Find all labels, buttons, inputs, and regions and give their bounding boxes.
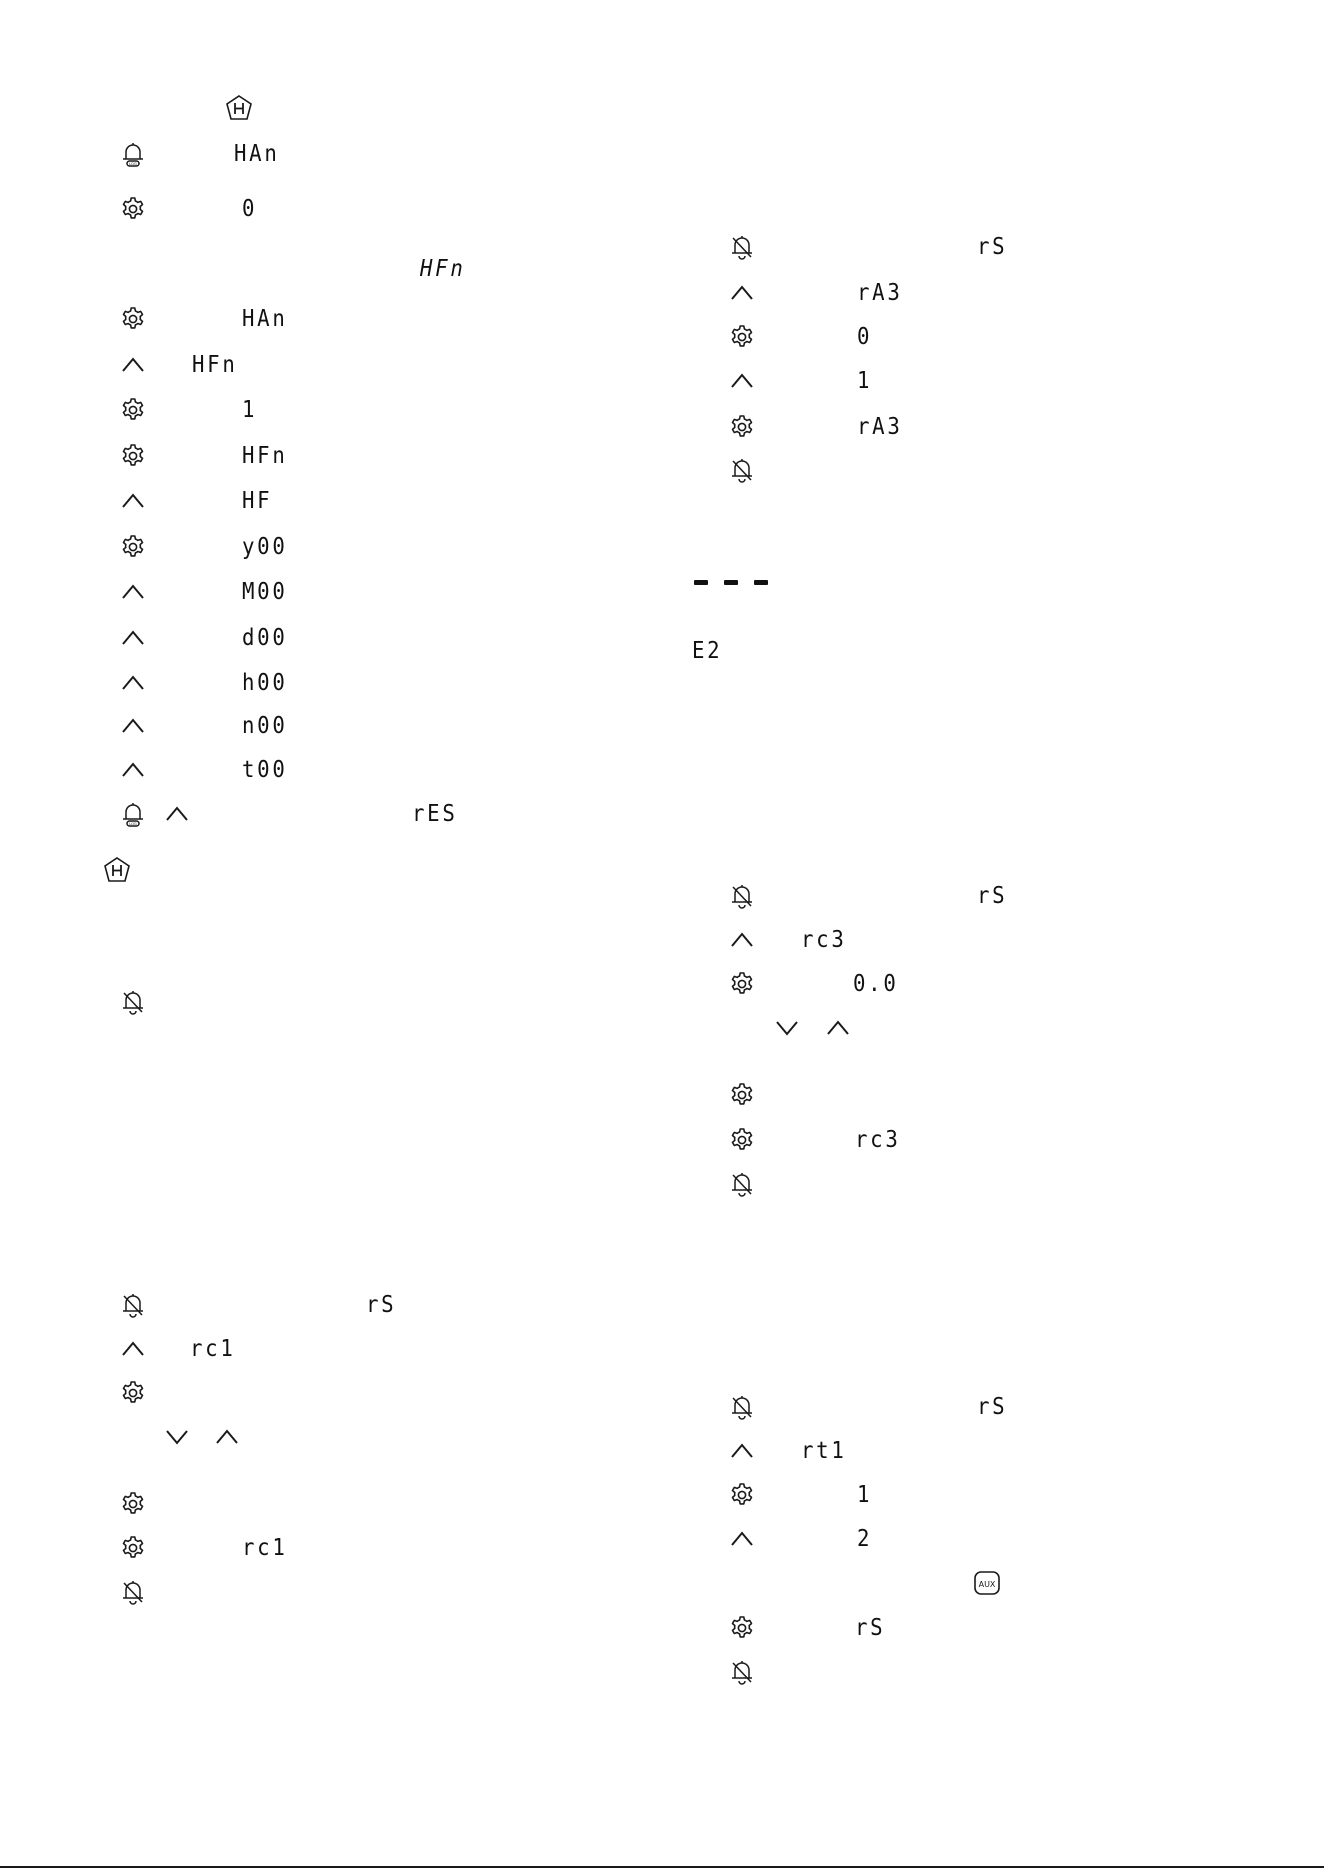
step-row (118, 577, 418, 611)
step-row (118, 194, 418, 228)
step-row (118, 623, 418, 657)
step-row (727, 1125, 1047, 1159)
display-readout: y00 (242, 534, 288, 560)
display-readout: HFn (192, 352, 238, 378)
display-readout: 0.0 (853, 971, 899, 997)
step-row (118, 350, 418, 384)
gear-icon (118, 1378, 148, 1408)
display-readout: rS (855, 1615, 886, 1641)
display-readout: rS (977, 234, 1008, 260)
chevron-up-icon (118, 711, 148, 741)
step-row (160, 1422, 360, 1456)
chevron-up-icon (118, 350, 148, 380)
display-readout: rt1 (801, 1438, 847, 1464)
alarm-bell-log-icon (118, 139, 148, 169)
step-row (118, 304, 418, 338)
step-row (727, 1480, 1047, 1514)
step-row (727, 322, 1047, 356)
chevron-up-icon (727, 925, 757, 955)
gear-icon (118, 304, 148, 334)
alarm-mute-icon (727, 232, 757, 262)
step-row (727, 1524, 1047, 1558)
display-readout: HAn (242, 306, 288, 332)
step-row (118, 486, 418, 520)
step-row (118, 668, 418, 702)
gear-icon (727, 1480, 757, 1510)
section-heading-readout: HFn (420, 256, 466, 282)
display-readout: 2 (857, 1526, 873, 1552)
chevron-up-icon (212, 1422, 242, 1452)
chevron-up-icon (118, 623, 148, 653)
step-row (727, 1436, 1047, 1470)
step-row (118, 1489, 418, 1523)
display-readout: rES (412, 801, 458, 827)
error-code-readout: E2 (692, 638, 723, 664)
display-readout: 0 (242, 196, 258, 222)
display-readout: h00 (242, 670, 288, 696)
gear-icon (118, 194, 148, 224)
display-readout: rA3 (857, 414, 903, 440)
display-readout: t00 (242, 757, 288, 783)
step-row (118, 1290, 418, 1324)
display-readout: rc3 (801, 927, 847, 953)
step-row (118, 1378, 418, 1412)
gear-icon (118, 395, 148, 425)
display-readout: 1 (857, 1482, 873, 1508)
gear-icon (727, 322, 757, 352)
chevron-up-icon (823, 1013, 853, 1043)
display-readout: rc3 (855, 1127, 901, 1153)
step-row (118, 1533, 418, 1567)
step-row (118, 799, 478, 833)
step-row (118, 711, 418, 745)
display-readout: 0 (857, 324, 873, 350)
alarm-bell-log-icon (118, 799, 148, 829)
step-row (727, 1392, 1047, 1426)
step-row (118, 1334, 418, 1368)
display-readout: HFn (242, 443, 288, 469)
chevron-down-icon (772, 1013, 802, 1043)
gear-icon (727, 1613, 757, 1643)
step-row (770, 1013, 970, 1047)
step-row (118, 139, 418, 173)
alarm-mute-icon (727, 455, 757, 485)
alarm-mute-icon (118, 1290, 148, 1320)
step-row (727, 278, 1047, 312)
gear-icon (727, 1125, 757, 1155)
h-button-icon (102, 855, 132, 885)
page-bottom-rule (0, 1866, 1324, 1868)
chevron-up-icon (118, 577, 148, 607)
display-readout: n00 (242, 713, 288, 739)
alarm-mute-icon (727, 1657, 757, 1687)
display-readout: HAn (234, 141, 280, 167)
display-readout: d00 (242, 625, 288, 651)
step-row (118, 755, 418, 789)
alarm-mute-icon (118, 987, 148, 1017)
step-row (727, 232, 1047, 266)
step-row (118, 395, 418, 429)
chevron-up-icon (727, 278, 757, 308)
display-readout: rc1 (190, 1336, 236, 1362)
step-row (727, 412, 1047, 446)
gear-icon (118, 532, 148, 562)
display-readout: rS (977, 1394, 1008, 1420)
step-row (727, 366, 1047, 400)
alarm-mute-icon (727, 1392, 757, 1422)
chevron-up-icon (118, 486, 148, 516)
step-row (118, 441, 418, 475)
display-readout: 1 (857, 368, 873, 394)
step-row (118, 532, 418, 566)
step-row (727, 881, 1047, 915)
chevron-up-icon (118, 1334, 148, 1364)
gear-icon (727, 1080, 757, 1110)
step-row (727, 925, 1047, 959)
step-row (727, 969, 1047, 1003)
display-dashes (694, 580, 768, 585)
alarm-mute-icon (118, 1577, 148, 1607)
display-readout: 1 (242, 397, 258, 423)
display-readout: HF (242, 488, 273, 514)
chevron-down-icon (162, 1422, 192, 1452)
chevron-up-icon (162, 799, 192, 829)
display-readout: rS (977, 883, 1008, 909)
gear-icon (727, 412, 757, 442)
h-button-icon (224, 93, 254, 123)
step-row (727, 1613, 1047, 1647)
chevron-up-icon (727, 1524, 757, 1554)
alarm-mute-icon (727, 881, 757, 911)
display-readout: M00 (242, 579, 288, 605)
display-readout: rc1 (242, 1535, 288, 1561)
chevron-up-icon (118, 668, 148, 698)
display-readout: rS (366, 1292, 397, 1318)
alarm-mute-icon (727, 1169, 757, 1199)
gear-icon (727, 969, 757, 999)
chevron-up-icon (118, 755, 148, 785)
chevron-up-icon (727, 1436, 757, 1466)
aux-button-icon (972, 1568, 1002, 1598)
gear-icon (118, 1533, 148, 1563)
display-readout: rA3 (857, 280, 903, 306)
chevron-up-icon (727, 366, 757, 396)
gear-icon (118, 441, 148, 471)
gear-icon (118, 1489, 148, 1519)
